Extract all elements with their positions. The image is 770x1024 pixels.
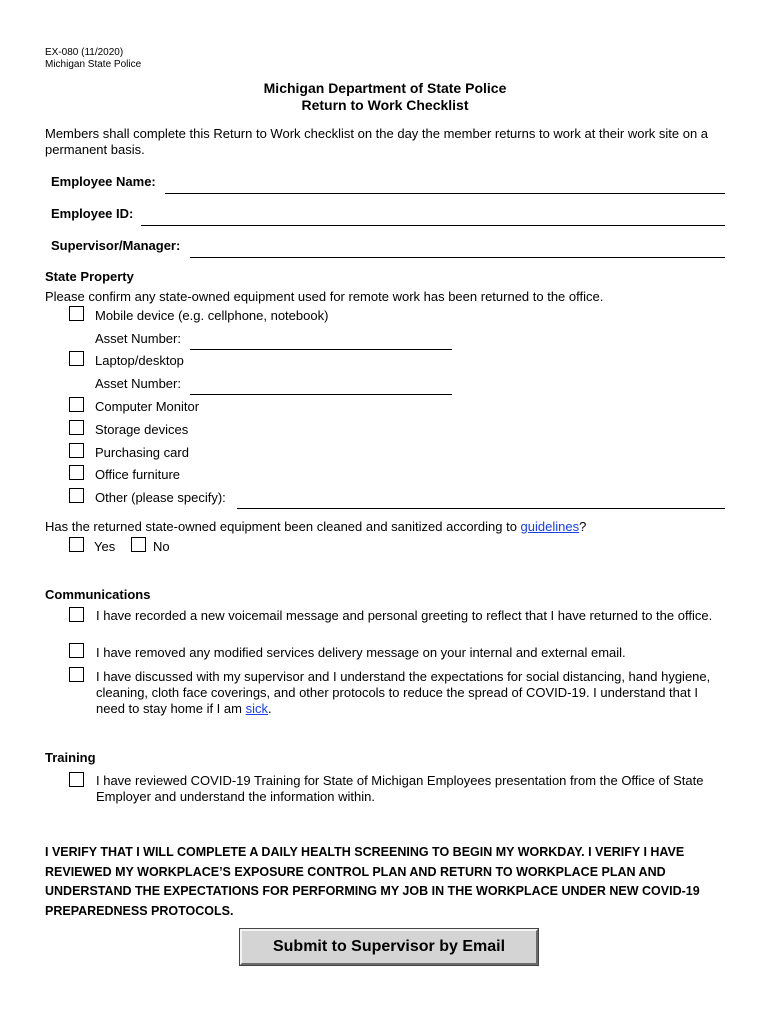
intro-text: Members shall complete this Return to Work checklist on the day the member returns to work at their work site on a permanent basis. (45, 126, 709, 157)
employee-name-field[interactable] (165, 193, 725, 194)
asset-number-field-2[interactable] (190, 394, 452, 395)
other-checkbox[interactable] (69, 488, 84, 503)
form-id: EX-080 (11/2020) (45, 47, 124, 58)
agency-short-name: Michigan State Police (45, 59, 142, 70)
supervisor-label: Supervisor/Manager: (51, 238, 181, 253)
employee-name-label: Employee Name: (51, 174, 156, 189)
other-specify-field[interactable] (237, 508, 725, 509)
other-label: Other (please specify): (95, 490, 226, 505)
employee-id-label: Employee ID: (51, 206, 134, 221)
storage-label: Storage devices (95, 422, 189, 437)
asset-number-field-1[interactable] (190, 349, 452, 350)
protocols-label: I have discussed with my supervisor and I understand the expectations for social distancing, hand hygiene, cleaning, cloth face coverings, and other protocols to reduce the spread of COVID-19. I understand that I need to stay home if I am sick. (96, 669, 711, 716)
sanitize-yes-label: Yes (94, 539, 116, 554)
supervisor-field[interactable] (190, 257, 725, 258)
submit-email-button[interactable]: Submit to Supervisor by Email (240, 929, 538, 965)
asset-number-label-2: Asset Number: (95, 376, 181, 391)
sick-link[interactable]: sick (245, 701, 268, 716)
training-heading: Training (45, 750, 96, 765)
sanitize-question: Has the returned state-owned equipment been cleaned and sanitized according to guidelines? (45, 519, 587, 534)
purchasing-card-checkbox[interactable] (69, 443, 84, 458)
laptop-label: Laptop/desktop (95, 353, 184, 368)
training-label: I have reviewed COVID-19 Training for State of Michigan Employees presentation from the Office of State Employer and understand the information within. (96, 773, 704, 804)
furniture-checkbox[interactable] (69, 465, 84, 480)
sanitize-yes-checkbox[interactable] (69, 537, 84, 552)
state-property-heading: State Property (45, 269, 134, 284)
delivery-message-checkbox[interactable] (69, 643, 84, 658)
sanitize-no-label: No (153, 539, 170, 554)
training-checkbox[interactable] (69, 772, 84, 787)
voicemail-checkbox[interactable] (69, 607, 84, 622)
storage-checkbox[interactable] (69, 420, 84, 435)
asset-number-label-1: Asset Number: (95, 331, 181, 346)
guidelines-link[interactable]: guidelines (520, 519, 580, 534)
voicemail-label: I have recorded a new voicemail message and personal greeting to reflect that I have returned to the office. (96, 608, 713, 623)
communications-heading: Communications (45, 587, 151, 602)
laptop-checkbox[interactable] (69, 351, 84, 366)
furniture-label: Office furniture (95, 467, 181, 482)
delivery-message-label: I have removed any modified services delivery message on your internal and external email. (96, 645, 626, 660)
mobile-device-label: Mobile device (e.g. cellphone, notebook) (95, 308, 329, 323)
state-property-instruction: Please confirm any state-owned equipment used for remote work has been returned to the office. (45, 289, 604, 304)
mobile-device-checkbox[interactable] (69, 306, 84, 321)
purchasing-card-label: Purchasing card (95, 445, 189, 460)
page-title: Michigan Department of State Police (263, 80, 507, 96)
sanitize-no-checkbox[interactable] (131, 537, 146, 552)
monitor-label: Computer Monitor (95, 399, 200, 414)
employee-id-field[interactable] (141, 225, 725, 226)
protocols-checkbox[interactable] (69, 667, 84, 682)
page-subtitle: Return to Work Checklist (301, 97, 469, 113)
monitor-checkbox[interactable] (69, 397, 84, 412)
verification-statement: I VERIFY THAT I WILL COMPLETE A DAILY HEALTH SCREENING TO BEGIN MY WORKDAY. I VERIFY I HAVE REVIEWED MY WORKPLACE’S EXPOSURE CONTROL PLAN AND RETURN TO WORKPLACE PLAN AND UNDERSTAND THE EXPECTATIONS FOR PERFORMING MY JOB IN THE WORKPLACE UNDER NEW COVID-19 PREPAREDNESS PROTOCOLS. (45, 845, 700, 918)
